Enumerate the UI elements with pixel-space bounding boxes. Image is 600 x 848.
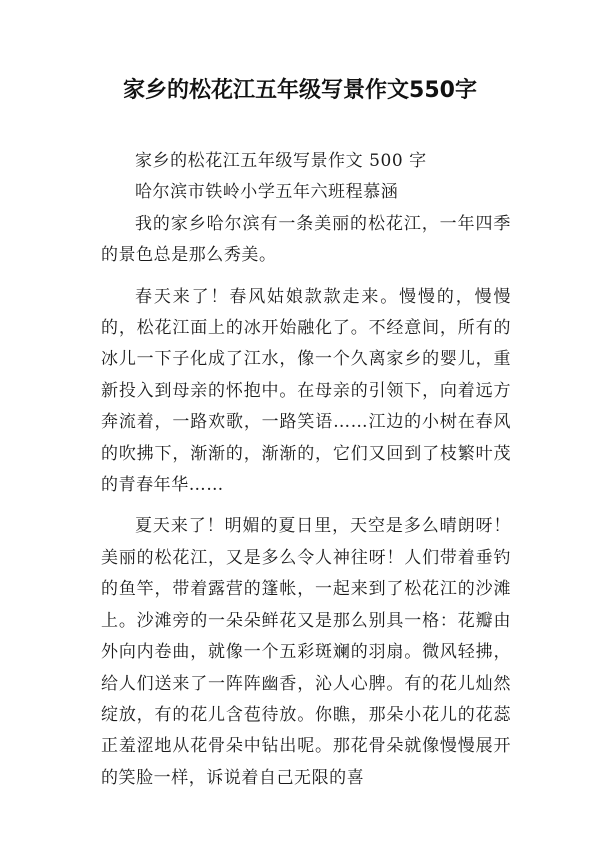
document-title: 家乡的松花江五年级写景作文550字 bbox=[123, 78, 477, 103]
paragraph-intro: 我的家乡哈尔滨有一条美丽的松花江，一年四季的景色总是那么秀美。 bbox=[101, 213, 511, 266]
document-body bbox=[101, 146, 511, 794]
paragraph-summer: 夏天来了！明媚的夏日里，天空是多么晴朗呀！美丽的松花江，又是多么令人神往呀！人们带着垂钓的鱼竿，带着露营的篷帐，一起来到了松花江的沙滩上。沙滩旁的一朵朵鲜花又是那么别具一格：花瓣由外向内卷曲，就像一个五彩斑斓的羽扇。微风轻拂，给人们送来了一阵阵幽香，沁人心脾。有的花儿灿然绽放，有的花儿含苞待放。你瞧，那朵小花儿的花蕊正羞涩地从花骨朵中钻出呢。那花骨朵就像慢慢展开的笑脸一样，诉说着自己无限的喜 bbox=[101, 516, 511, 788]
subtitle-line: 家乡的松花江五年级写景作文 500 字 bbox=[135, 151, 427, 171]
author-line: 哈尔滨市铁岭小学五年六班程慕涵 bbox=[135, 182, 399, 203]
paragraph-spring: 春天来了！春风姑娘款款走来。慢慢的，慢慢的，松花江面上的冰开始融化了。不经意间，所有的冰儿一下子化成了江水，像一个久离家乡的婴儿，重新投入到母亲的怀抱中。在母亲的引领下，向着远方奔流着，一路欢歌，一路笑语……江边的小树在春风的吹拂下，渐渐的，渐渐的，它们又回到了枝繁叶茂的青春年华…… bbox=[101, 286, 511, 496]
